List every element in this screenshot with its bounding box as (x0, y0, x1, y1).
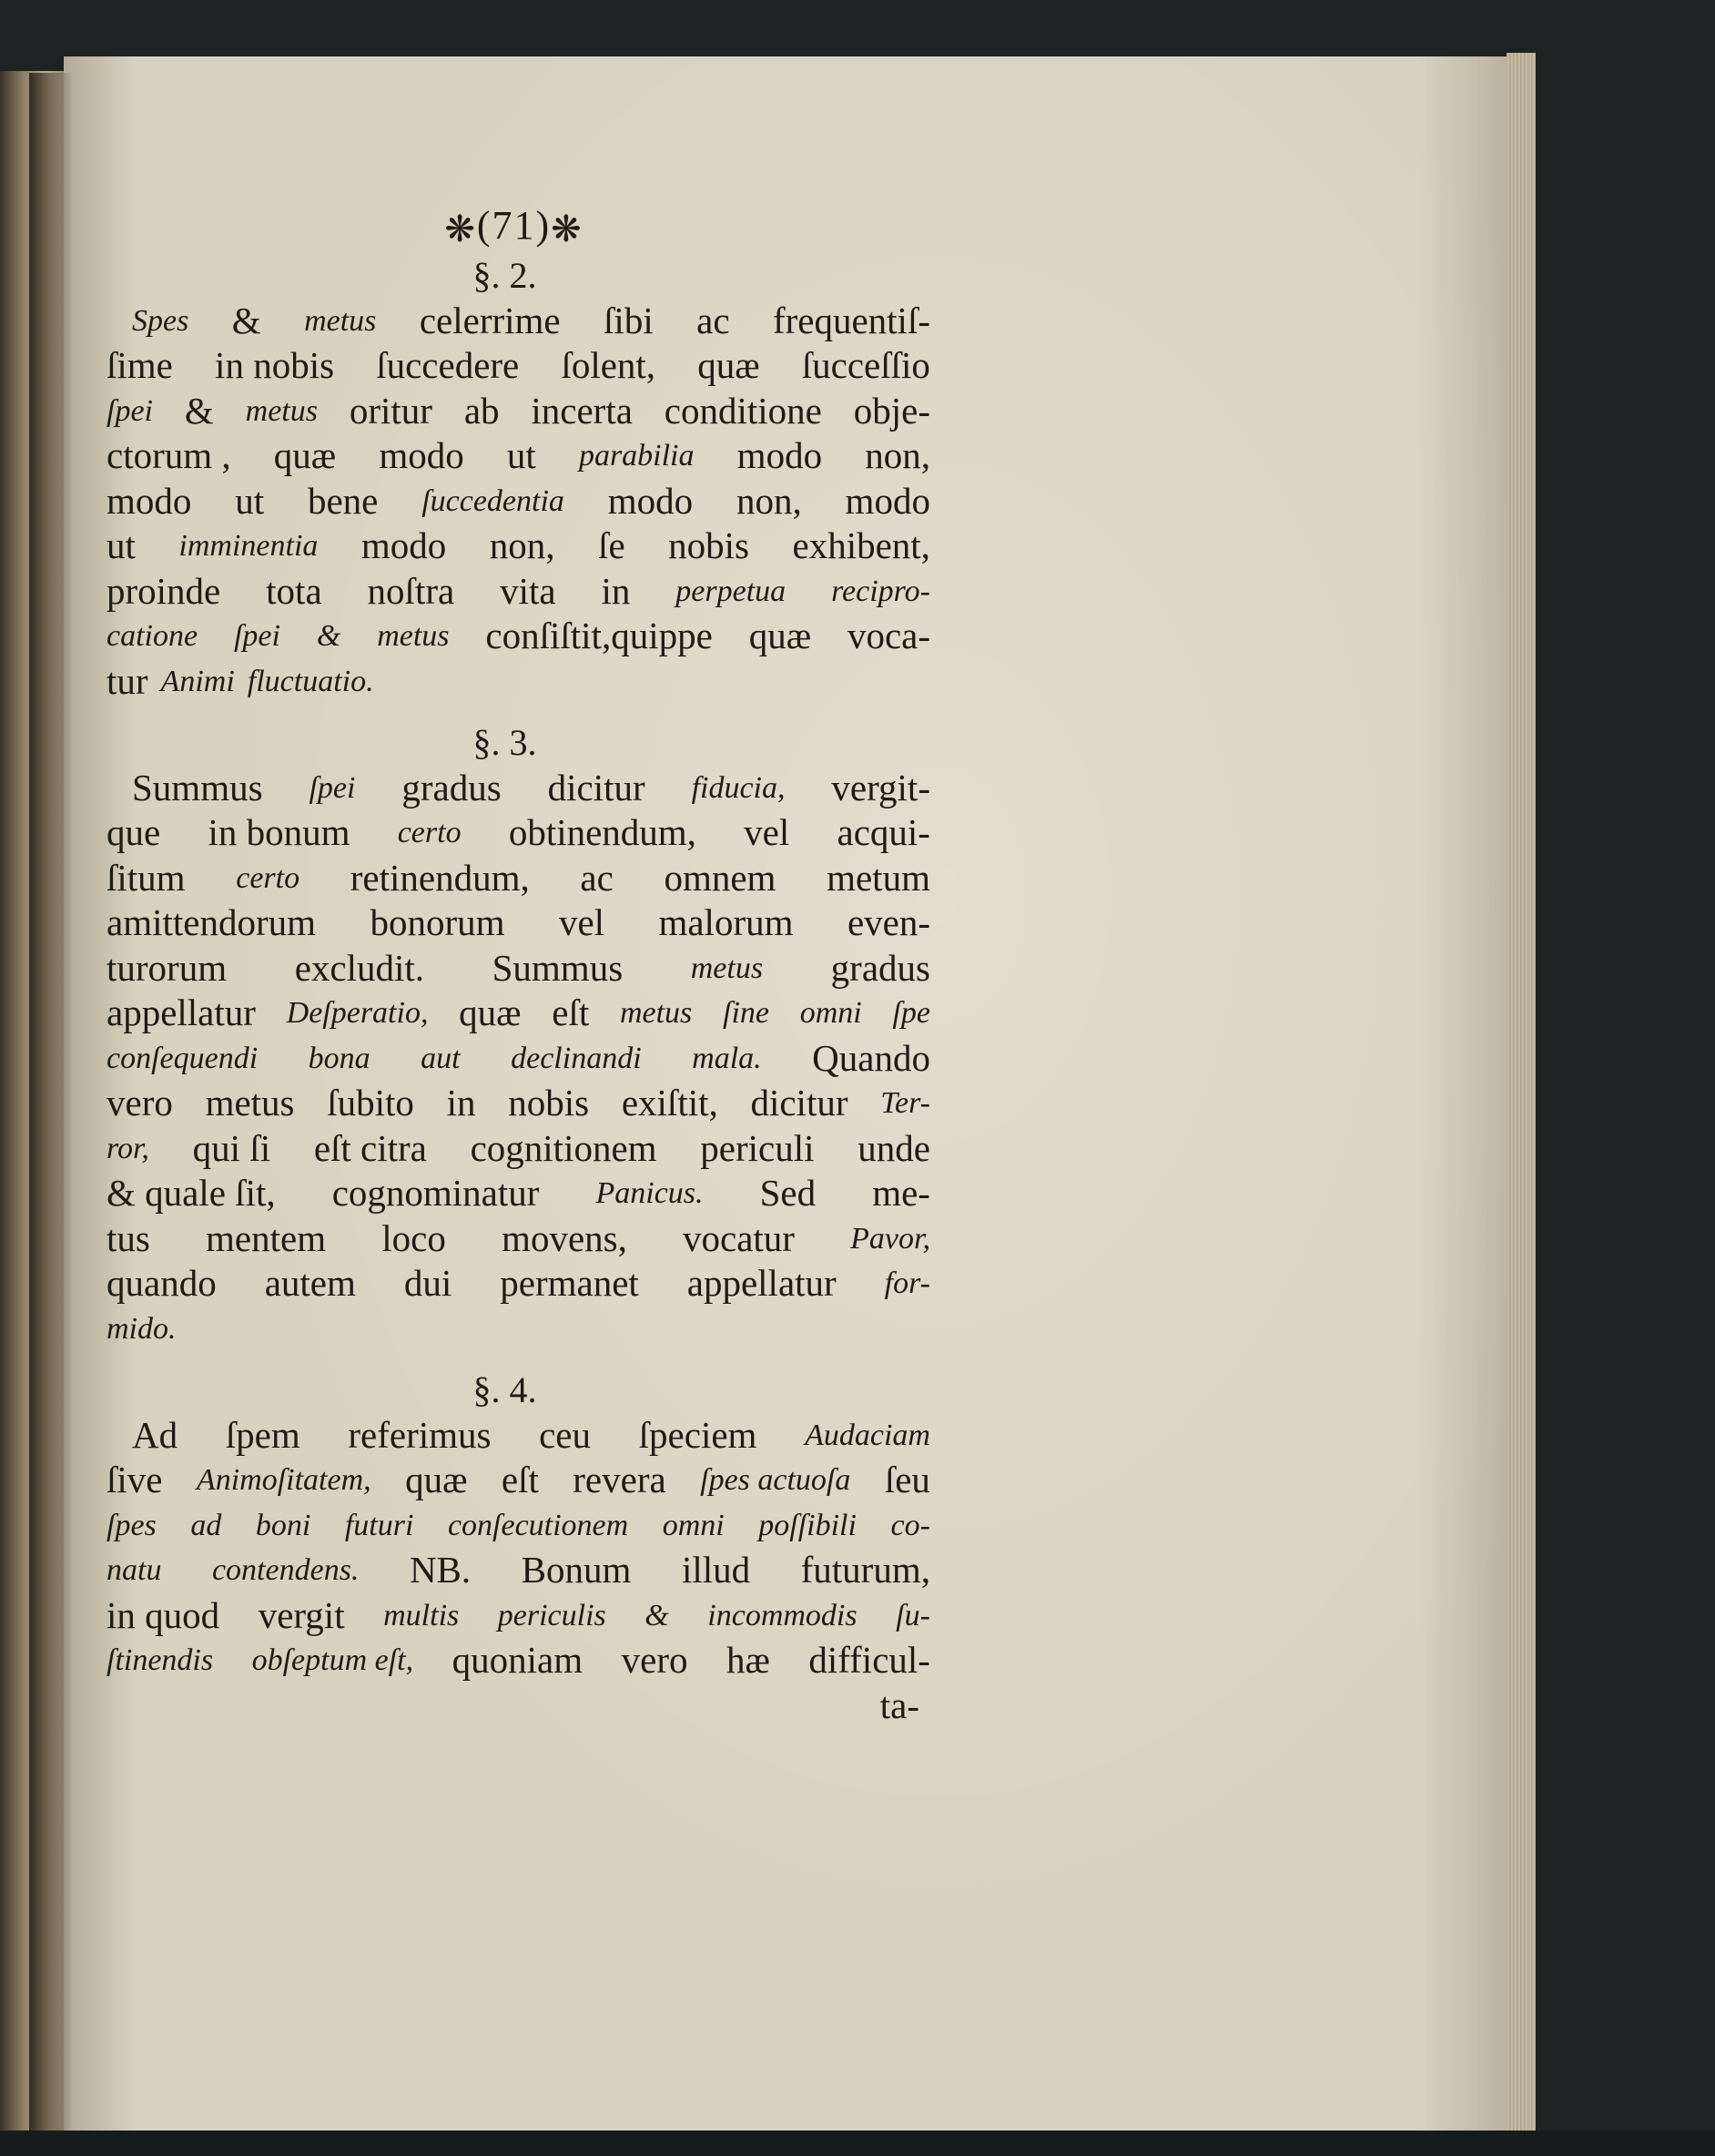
text-word: difficul- (808, 1639, 930, 1681)
text-word: metus (205, 1082, 295, 1124)
text-word: turorum (107, 946, 228, 989)
text-word: obſeptum eſt, (251, 1643, 414, 1677)
text-word: periculis (497, 1598, 606, 1632)
text-line (107, 1638, 930, 1683)
text-line (107, 1126, 930, 1172)
text-word: exiſtit, (621, 1082, 718, 1124)
text-word: metus (245, 393, 318, 428)
text-word: modo (360, 524, 447, 566)
text-word: ſime (107, 344, 173, 386)
text-word: Ad (132, 1413, 178, 1456)
text-word: ror, (107, 1131, 149, 1165)
text-line (107, 900, 930, 946)
text-word: malorum (658, 901, 794, 943)
text-word: frequentiſ- (772, 299, 930, 341)
text-block (107, 198, 930, 1728)
ornament-right-icon: ❋ (551, 208, 584, 249)
text-word: in (446, 1082, 476, 1124)
text-word: fiducia, (691, 770, 786, 805)
text-line (107, 389, 930, 434)
text-word: metus (304, 303, 377, 338)
text-word: in bonum (208, 811, 350, 853)
text-word: vero (107, 1082, 173, 1124)
text-word: quæ (748, 615, 812, 656)
catchword: ta- (879, 1683, 919, 1726)
text-word: exhibent, (792, 524, 930, 566)
text-word: noſtra (367, 569, 455, 612)
text-word: excludit. (294, 946, 425, 989)
text-word: ſpes (107, 1508, 157, 1542)
text-word: & quale ſit, (107, 1172, 276, 1214)
text-word: acqui- (837, 811, 930, 853)
text-word: imminentia (178, 529, 319, 563)
text-line (107, 1261, 930, 1307)
text-word: for- (884, 1266, 930, 1300)
text-word: futuri (344, 1508, 414, 1542)
text-word: ſpeciem (638, 1413, 757, 1456)
text-word: ctorum , (107, 434, 231, 476)
text-word: Bonum (521, 1549, 632, 1591)
text-word: metus (377, 619, 450, 653)
text-word: quæ (459, 992, 522, 1033)
text-word: metus (690, 951, 764, 985)
text-word: in (601, 569, 631, 612)
text-word: ſpei (107, 393, 153, 428)
text-line (107, 433, 930, 479)
text-word: conſecutionem (447, 1508, 629, 1542)
text-word: Sed (759, 1172, 817, 1214)
text-word: NB. (409, 1549, 472, 1591)
text-word: obje- (853, 389, 930, 432)
text-word: metus (619, 996, 693, 1030)
section-heading: §. 4. (472, 1369, 537, 1410)
binding-gutter (29, 73, 73, 2138)
text-line (107, 479, 930, 524)
text-word: quando (107, 1262, 217, 1304)
text-word: Spes (132, 303, 189, 338)
scan-background (0, 2131, 1715, 2156)
text-word: que (107, 811, 161, 853)
text-word: appellatur (686, 1262, 837, 1304)
text-word: omni (662, 1508, 725, 1542)
text-word: ceu (539, 1413, 592, 1456)
text-word: hæ (726, 1639, 770, 1681)
text-word: tota (266, 569, 322, 612)
text-word: vel (744, 811, 790, 853)
text-word: Deſperatio, (286, 996, 429, 1030)
text-line (107, 1036, 930, 1082)
text-word: movens, (502, 1216, 627, 1259)
ornament-left-icon: ❋ (444, 208, 477, 249)
text-word: ſibi (604, 299, 654, 341)
text-word: voca- (847, 615, 930, 656)
text-word: Summus (132, 766, 263, 808)
text-word: vita (500, 569, 556, 612)
text-word: permanet (500, 1262, 639, 1304)
text-word: boni (255, 1508, 311, 1542)
text-word: modo (736, 434, 823, 476)
text-word: fluctuatio. (247, 664, 374, 698)
text-word: ad (190, 1508, 222, 1542)
text-word: qui ſi (192, 1126, 271, 1169)
text-word: poſſibili (758, 1508, 857, 1542)
text-word: ſeu (884, 1459, 930, 1500)
text-word: Animi (160, 664, 235, 698)
text-word: mala. (692, 1041, 762, 1075)
text-word: modo (845, 479, 930, 522)
text-word: Panicus. (595, 1176, 704, 1210)
text-line (107, 766, 930, 811)
text-word: quæ (697, 344, 760, 386)
text-word: bene (307, 479, 379, 522)
text-word: incommodis (707, 1598, 858, 1632)
text-word: referimus (348, 1413, 492, 1456)
text-word: loco (381, 1216, 446, 1259)
text-word: ſolent, (561, 344, 656, 386)
text-word: conſequendi (107, 1041, 259, 1075)
text-word: perpetua (675, 574, 786, 608)
text-word: oritur (349, 389, 432, 432)
text-line (107, 1171, 930, 1216)
text-word: omnem (664, 856, 776, 899)
text-word: illud (681, 1549, 751, 1591)
text-word: even- (847, 901, 930, 943)
text-word: ab (463, 389, 500, 432)
text-word: contendens. (211, 1553, 360, 1587)
text-word: autem (264, 1262, 356, 1304)
text-word: celerrime (419, 299, 561, 341)
text-line (107, 1593, 930, 1639)
text-line (107, 659, 930, 705)
text-word: vel (558, 901, 605, 943)
text-word: ſpei (233, 619, 280, 653)
text-word: revera (573, 1459, 666, 1500)
text-word: aut (421, 1041, 461, 1075)
text-word: conſiſtit,quippe (485, 615, 713, 656)
text-word: bona (308, 1041, 370, 1075)
text-word: certo (397, 816, 462, 849)
text-word: Quando (812, 1036, 930, 1079)
text-line (107, 1413, 930, 1459)
text-word: tus (107, 1216, 150, 1259)
text-word: dui (403, 1262, 452, 1304)
text-word: metum (827, 856, 930, 899)
text-line (107, 991, 930, 1036)
text-word: Animoſitatem, (196, 1463, 371, 1497)
text-word: gradus (401, 766, 502, 808)
text-word: conditione (664, 389, 822, 432)
text-word: eſt (501, 1459, 539, 1500)
text-word: eſt citra (313, 1126, 427, 1169)
text-word: incerta (531, 389, 633, 432)
text-word: & (644, 1598, 669, 1632)
text-word: modo (107, 479, 192, 522)
text-line (107, 299, 930, 344)
text-word: tur (107, 659, 148, 702)
text-word: unde (858, 1126, 930, 1169)
text-word: ſitum (107, 856, 186, 899)
text-word: vero (621, 1639, 688, 1681)
text-line (107, 569, 930, 615)
text-word: periculi (700, 1126, 815, 1169)
text-word: amittendorum (107, 901, 317, 943)
text-word: modo (379, 434, 464, 476)
text-word: Summus (492, 946, 624, 989)
text-word: ſuccedere (376, 344, 520, 386)
text-line (107, 856, 930, 901)
text-line (107, 1081, 930, 1126)
text-line (107, 1458, 930, 1503)
text-word: & (316, 619, 341, 653)
text-word: parabilia (578, 439, 695, 473)
text-word: nobis (508, 1082, 590, 1124)
text-word: natu (107, 1553, 162, 1587)
text-line (107, 1503, 930, 1549)
text-word: eſt (552, 992, 590, 1033)
text-word: quoniam (452, 1639, 584, 1681)
text-word: omni (799, 996, 862, 1030)
text-word: retinendum, (350, 856, 530, 899)
text-word: me- (872, 1172, 930, 1214)
text-word: in nobis (215, 344, 335, 386)
text-word: non, (489, 524, 555, 566)
text-line (107, 1216, 930, 1262)
text-word: in quod (107, 1593, 220, 1636)
text-word: recipro- (831, 574, 930, 608)
text-word: bonorum (370, 901, 505, 943)
text-line (107, 810, 930, 856)
text-word: obtinendum, (508, 811, 696, 853)
text-word: multis (383, 1598, 460, 1632)
text-word: Pavor, (850, 1221, 930, 1256)
text-word: ſucceſſio (801, 344, 930, 386)
text-word: ſpei (309, 770, 356, 805)
text-word: dicitur (750, 1082, 848, 1124)
text-word: ſive (107, 1459, 163, 1500)
text-word: Ter- (880, 1086, 930, 1120)
text-word: ut (107, 524, 136, 566)
text-word: & (231, 299, 261, 341)
text-word: vergit- (831, 766, 930, 808)
text-line (107, 614, 930, 659)
text-word: ſpem (225, 1413, 300, 1456)
text-word: ſubito (327, 1082, 414, 1124)
text-word: ſtinendis (107, 1643, 214, 1677)
text-word: cognitionem (470, 1126, 657, 1169)
text-word: non, (865, 434, 930, 476)
text-word: nobis (668, 524, 749, 566)
text-line (107, 343, 930, 389)
text-word: co- (890, 1508, 930, 1542)
text-word: certo (236, 860, 300, 895)
text-word: dicitur (547, 766, 645, 808)
text-word: ut (235, 479, 265, 522)
text-word: quæ (405, 1459, 468, 1500)
text-word: ſe (598, 524, 625, 566)
text-word: ac (696, 299, 730, 341)
page-stack-edge (1507, 53, 1536, 2147)
text-word: ſine (723, 996, 769, 1030)
text-word: vergit (258, 1593, 345, 1636)
text-word: Audaciam (805, 1418, 930, 1452)
section-heading: §. 3. (472, 722, 537, 763)
text-line (107, 1548, 930, 1593)
text-word: quæ (273, 434, 337, 476)
text-word: ac (580, 856, 614, 899)
text-word: ſpes actuoſa (700, 1463, 851, 1497)
text-word: modo (607, 479, 694, 522)
text-word: appellatur (107, 992, 256, 1033)
page-header (97, 198, 930, 253)
text-word: mentem (206, 1216, 327, 1259)
text-line (107, 946, 930, 992)
text-word: declinandi (511, 1041, 642, 1075)
text-word: ut (506, 434, 536, 476)
text-word: ſu- (896, 1598, 930, 1632)
text-word: mido. (107, 1311, 177, 1346)
text-line (107, 1307, 930, 1352)
text-word: & (184, 389, 214, 432)
text-word: catione (107, 619, 198, 653)
page-number: (71) (476, 203, 552, 248)
text-word: ſpe (892, 996, 930, 1030)
text-word: gradus (830, 946, 930, 989)
text-word: ſuccedentia (421, 483, 564, 518)
text-word: futurum, (800, 1549, 930, 1591)
section-heading: §. 2. (472, 255, 537, 296)
text-word: vocatur (683, 1216, 795, 1259)
text-word: proinde (107, 569, 221, 612)
text-word: cognominatur (331, 1172, 540, 1214)
text-line (107, 524, 930, 569)
text-word: non, (736, 479, 802, 522)
